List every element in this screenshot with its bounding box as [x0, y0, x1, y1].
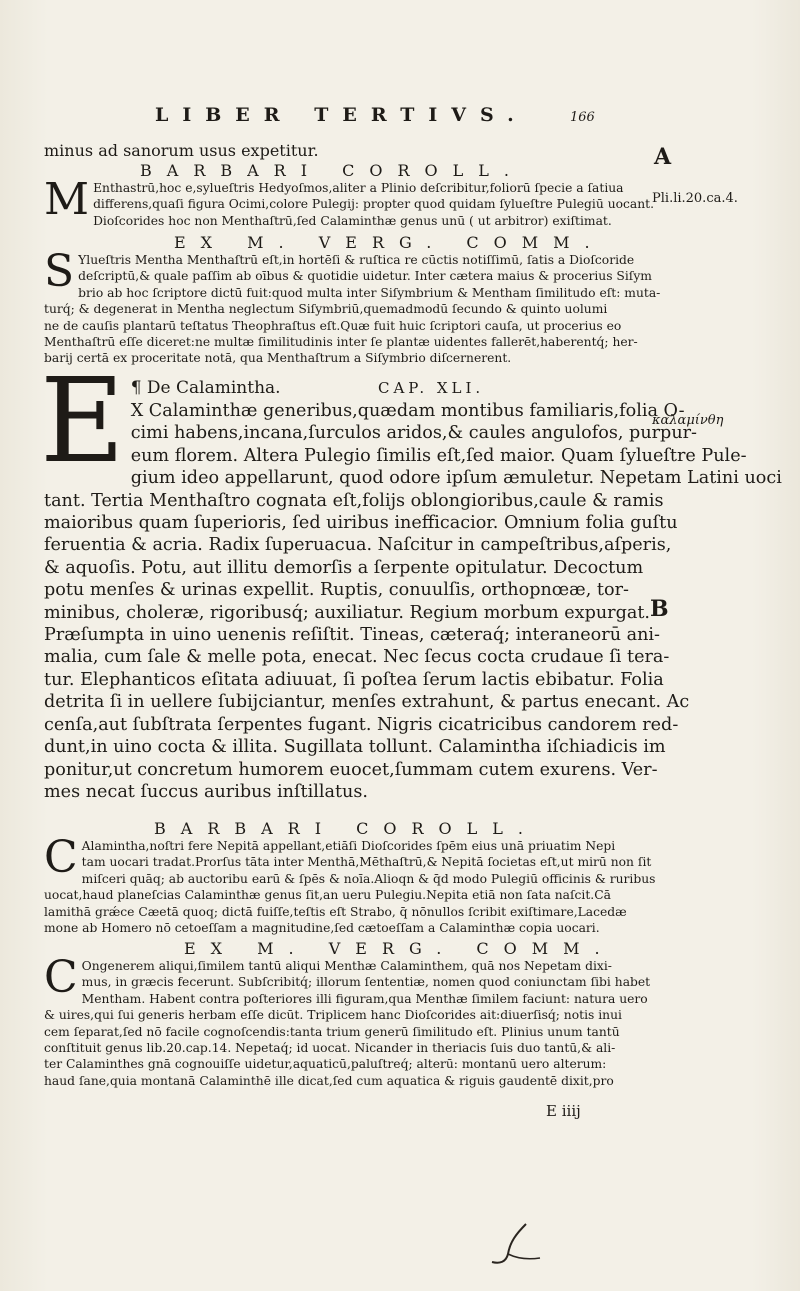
text-line: cimi habens,incana,ſurculos aridos,& caules angulofos, purpur- — [130, 423, 698, 444]
drop-cap: S — [44, 246, 75, 297]
barbari-corollarium-2 — [44, 819, 656, 936]
text-line: haud ſane,quia montanā Calaminthē ille dicat,ſed cum aquatica & riguis gaudentē dixit,pro — [44, 1073, 614, 1088]
drop-cap: E — [40, 354, 125, 489]
margin-pliny-reference: Pli.li.20.ca.4. — [652, 191, 738, 206]
text-line: eum florem. Altera Pulegio ſimilis eſt,ſed maior. Quam ſylueſtre Pule- — [130, 445, 747, 466]
text-line: potu menſes & urinas expellit. Ruptis, conuulſis, orthopnœæ, tor- — [44, 580, 629, 601]
text-line: minibus, choleræ, rigoribusq́; auxiliatur. Regium morbum expurgat. — [44, 602, 650, 623]
text-line: turq́; & degenerat in Mentha neglectum Siſymbriū,quemadmodū ſecundo & quinto uolumi — [44, 302, 608, 317]
section-heading: EX M. VERG. COMM. — [174, 233, 605, 252]
text-line: lamithā grǽce Cæetā quoq; dictā fuiſſe,teſtis eſt Strabo, q̄ nōnullos ſcribit exiſtimare,Lacedæ — [44, 904, 627, 919]
text-line: mus, in græcis fecerunt. Subſcribitq́; illorum ſententiæ, nomen quod coniunctam ſibi habet — [81, 975, 651, 990]
text-line: mone ab Homero nō cetoeſſam a magnitudine,ſed cætoeſſam a Calaminthæ copia uocari. — [44, 921, 600, 936]
text-line: detrita ſi in uellere ſubijciantur, menſes extrahunt, & partus enecant. Ac — [44, 692, 690, 713]
text-line: cenſa,aut ſubſtrata ſerpentes fugant. Nigris cicatricibus candorem red- — [44, 714, 679, 735]
text-line: Ylueſtris Mentha Menthaſtrū eſt,in hortēſi & ruſtica re cūctis notiſſimū, ſatis a Dioſcoride — [78, 253, 635, 267]
text-line: ne de cauſis plantarū teſtatus Theophraſtus eſt.Quæ fuit huic ſcriptori cauſa, ut procerius eo — [44, 318, 622, 333]
vergilius-commentary-2 — [44, 939, 651, 1089]
drop-cap: C — [44, 832, 78, 883]
section-heading: BARBARI COROLL. — [154, 819, 538, 838]
ink-flourish-icon — [486, 1220, 546, 1270]
text-line: Mentham. Habent contra poſteriores illi figuram,qua Menthæ ſimilem faciunt: natura uero — [81, 991, 648, 1006]
margin-greek-name: καλαμίνθη — [652, 413, 724, 428]
chapter-title: De Calamintha. — [146, 378, 281, 398]
drop-cap: M — [44, 174, 90, 225]
pilcrow-icon: ¶ — [130, 378, 147, 398]
chapter-number: CAP. XLI. — [377, 379, 485, 397]
section-marker-b: B — [650, 596, 669, 622]
running-head: LIBER TERTIVS. — [155, 104, 528, 126]
text-line: maioribus quam ſuperioris, ſed uiribus inefficacior. Omnium folia guſtu — [44, 513, 678, 534]
text-line: Ongenerem aliqui,ſimilem tantū aliqui Menthæ Calaminthem, quā nos Nepetam dixi- — [81, 959, 612, 973]
text-line: & uires,qui ſui generis herbam eſſe dicūt. Triplicem hanc Dioſcorides ait:diuerſisq́; notis inui — [44, 1008, 622, 1023]
text-line: gium ideo appellarunt, quod odore ipſum æmuletur. Nepetam Latini uoci — [130, 468, 782, 489]
drop-cap: C — [44, 952, 78, 1003]
text-line: feruentia & acria. Radix ſuperuacua. Naſcitur in campeſtribus,aſperis, — [44, 535, 672, 556]
text-line: Dioſcorides hoc non Menthaſtrū,ſed Calaminthæ genus unū ( ut arbitror) exiſtimat. — [93, 213, 612, 228]
barbari-corollarium-1 — [44, 140, 655, 229]
text-line: tur. Elephanticos eſitata adiuuat, ſi poſtea ſerum lactis ebibatur. Folia — [44, 669, 664, 690]
text-line: dunt,in uino cocta & illita. Sugillata tollunt. Calamintha iſchiadicis im — [44, 737, 666, 758]
text-line: ponitur,ut concretum humorem euocet,ſummam cutem exurens. Ver- — [44, 759, 658, 780]
text-line: deſcriptū,& quale paſſim ab oībus & quotidie uidetur. Inter cætera maius & procerius Siſym — [78, 269, 652, 284]
text-line: Alamintha,noſtri fere Nepitā appellant,etiāſi Dioſcorides ſpēm eius unā priuatim Nepi — [81, 839, 616, 853]
page-number: 166 — [570, 110, 595, 125]
text-line: malia, cum ſale & melle pota, enecat. Nec ſecus cocta crudaue ſi tera- — [44, 647, 670, 668]
section-heading: EX M. VERG. COMM. — [184, 939, 615, 958]
text-line: tam uocari tradat.Prorſus tāta inter Menthā,Mēthaſtrū,& Nepitā ſocietas eſt,ut mirū non ſit — [81, 855, 652, 870]
text-line: uocat,haud planeſcias Calaminthæ genus ſit,an ueru Pulegiu.Nepita etiā non ſata naſcit.Cā — [44, 888, 611, 903]
text-line: miſceri quāq; ab auctoribu earū & ſpēs & noīa.Alioqn & q̄d modo Pulegiū officinis & ruribus — [81, 871, 656, 886]
chapter-heading — [44, 376, 638, 400]
text-line: Enthastrū,hoc e,sylueſtris Hedyoſmos,aliter a Plinio deſcribitur,foliorū ſpecie a ſatiua — [93, 181, 624, 195]
text-line: mes necat ſuccus auribus inſtillatus. — [44, 781, 368, 802]
text-line: barij certā ex proceritate notā, qua Menthaſtrum a Siſymbrio diſcernerent. — [44, 351, 512, 366]
signature-mark: E iiij — [546, 1102, 581, 1120]
continuation-line: minus ad sanorum usus expetitur. — [44, 141, 319, 160]
text-line: ter Calaminthes gnā cognouiſſe uidetur,aquaticū,paluſtreq́; alterū: montanū uero alterum: — [44, 1057, 607, 1072]
text-line: Menthaſtrū eſſe diceret:ne multæ ſimilitudinis inter ſe plantæ uidentes fallerēt,haberentq́; her- — [44, 335, 638, 350]
text-line: X Calaminthæ generibus,quædam montibus familiaris,folia O- — [130, 401, 685, 421]
text-line: & aquoſis. Potu, aut illitu demorſis a ſerpente opitulatur. Decoctum — [44, 557, 644, 578]
text-line: cem ſeparat,ſed nō facile cognoſcendis:tanta trium generū ſimilitudo eſt. Plinius unum tantū — [44, 1024, 620, 1039]
text-line: tant. Tertia Menthaſtro cognata eſt,folijs oblongioribus,caule & ramis — [44, 490, 664, 511]
text-line: brio ab hoc ſcriptore dictū fuit:quod multa inter Siſymbrium & Mentham ſimilitudo eſt: muta- — [78, 285, 661, 300]
section-marker-a: A — [654, 144, 672, 170]
text-line: conſtituit genus lib.20.cap.14. Nepetaq́; id uocat. Nicander in theriacis ſuis duo tantū,& ali- — [44, 1041, 616, 1056]
section-heading: BARBARI COROLL. — [140, 161, 524, 180]
text-line: Præſumpta in uino uenenis reſiſtit. Tineas, cæteraq́; interaneorū ani- — [44, 625, 661, 646]
vergilius-commentary-1 — [44, 233, 661, 367]
text-line: differens,quaſi figura Ocimi,colore Pulegij: propter quod quidam ſylueſtre Pulegiū uocant. — [93, 197, 655, 212]
